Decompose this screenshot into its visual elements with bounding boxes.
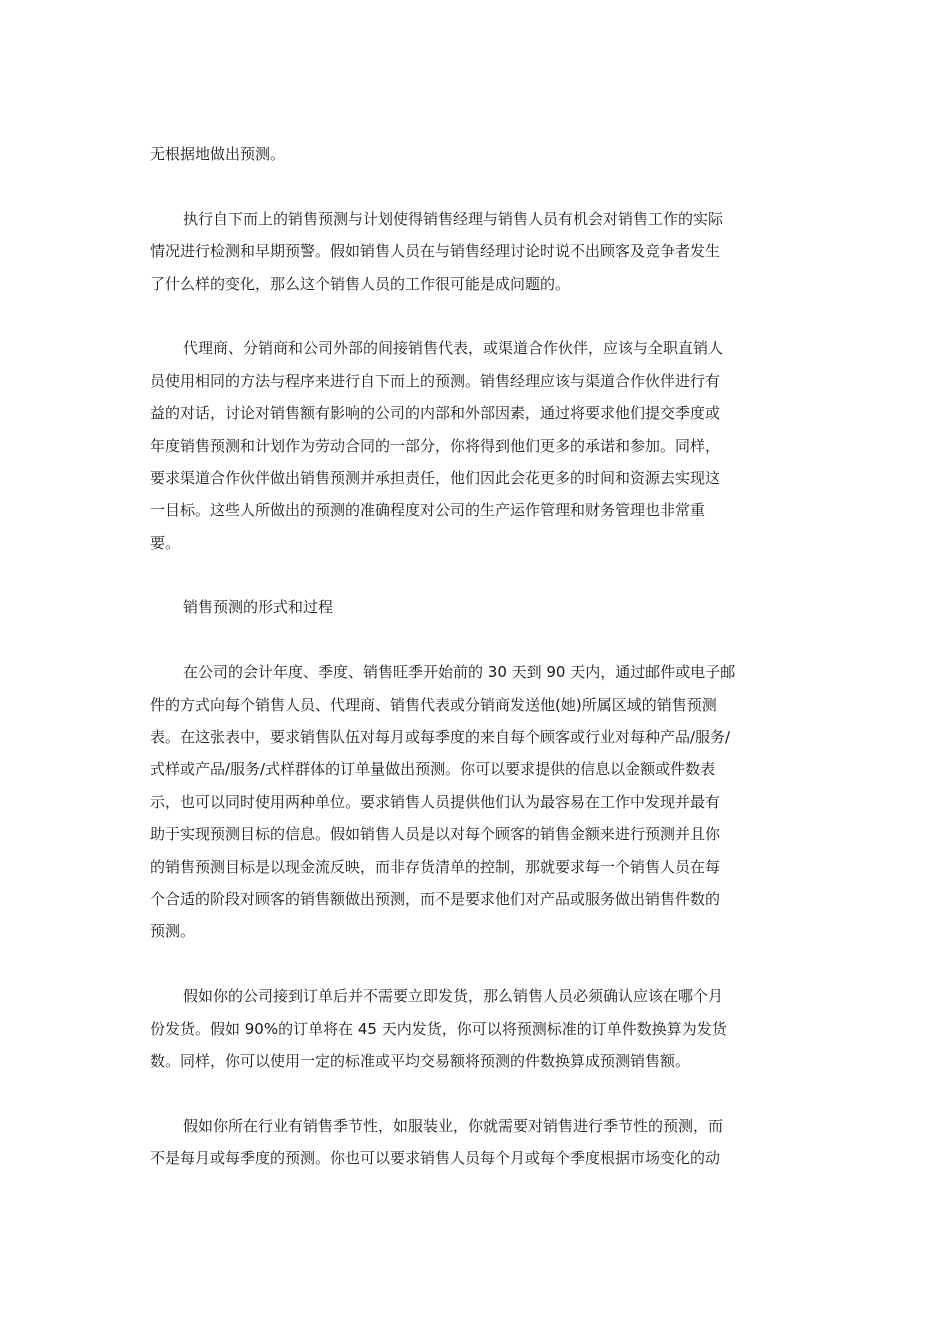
paragraph-line: 年度销售预测和计划作为劳动合同的一部分，你将得到他们更多的承诺和参加。同样， — [150, 436, 721, 455]
paragraph-spacer — [150, 170, 800, 202]
paragraph-line: 预测。 — [150, 922, 196, 941]
paragraph-line: 一目标。这些人所做出的预测的准确程度对公司的生产运作管理和财务管理也非常重 — [150, 501, 706, 520]
paragraph-line: 要求渠道合作伙伴做出销售预测并承担责任，他们因此会花更多的时间和资源去实现这 — [150, 468, 721, 487]
paragraph-line: 的销售预测目标是以现金流反映，而非存货清单的控制，那就要求每一个销售人员在每 — [150, 857, 721, 876]
paragraph-5 — [150, 980, 800, 1077]
paragraph-line: 件的方式向每个销售人员、代理商、销售代表或分销商发送他(她)所属区域的销售预测 — [150, 695, 717, 714]
paragraph-spacer — [150, 948, 800, 980]
section-heading-text: 销售预测的形式和过程 — [183, 598, 334, 617]
paragraph-line: 式样或产品/服务/式样群体的订单量做出预测。你可以要求提供的信息以金额或件数表 — [150, 760, 716, 779]
paragraph-line: 份发货。假如 90%的订单将在 45 天内发货，你可以将预测标准的订单件数换算为发货 — [150, 1019, 727, 1038]
paragraph-3 — [150, 332, 800, 559]
paragraph-1 — [150, 138, 800, 170]
paragraph-line: 不是每月或每季度的预测。你也可以要求销售人员每个月或每个季度根据市场变化的动 — [150, 1149, 721, 1168]
paragraph-line: 员使用相同的方法与程序来进行自下而上的预测。销售经理应该与渠道合作伙伴进行有 — [150, 371, 721, 390]
paragraph-spacer — [150, 559, 800, 591]
paragraph-4 — [150, 656, 800, 948]
paragraph-line: 要。 — [150, 533, 181, 552]
paragraph-line: 益的对话，讨论对销售额有影响的公司的内部和外部因素，通过将要求他们提交季度或 — [150, 404, 721, 423]
paragraph-line: 个合适的阶段对顾客的销售额做出预测，而不是要求他们对产品或服务做出销售件数的 — [150, 889, 721, 908]
paragraph-2 — [150, 203, 800, 300]
paragraph-6 — [150, 1110, 800, 1175]
paragraph-line: 在公司的会计年度、季度、销售旺季开始前的 30 天到 90 天内，通过邮件或电子邮 — [183, 663, 736, 682]
paragraph-spacer — [150, 300, 800, 332]
paragraph-line: 助于实现预测目标的信息。假如销售人员是以对每个顾客的销售金额来进行预测并且你 — [150, 825, 721, 844]
paragraph-line: 了什么样的变化，那么这个销售人员的工作很可能是成问题的。 — [150, 274, 571, 293]
section-heading — [150, 591, 800, 623]
paragraph-line: 示，也可以同时使用两种单位。要求销售人员提供他们认为最容易在工作中发现并最有 — [150, 792, 721, 811]
paragraph-line: 数。同样，你可以使用一定的标准或平均交易额将预测的件数换算成预测销售额。 — [150, 1051, 691, 1070]
document-page — [150, 138, 800, 1175]
paragraph-line: 表。在这张表中，要求销售队伍对每月或每季度的来自每个顾客或行业对每种产品/服务/ — [150, 728, 731, 747]
paragraph-line: 情况进行检测和早期预警。假如销售人员在与销售经理讨论时说不出顾客及竞争者发生 — [150, 242, 721, 261]
paragraph-line: 无根据地做出预测。 — [150, 145, 286, 163]
paragraph-line: 假如你的公司接到订单后并不需要立即发货，那么销售人员必须确认应该在哪个月 — [183, 987, 724, 1006]
paragraph-spacer — [150, 624, 800, 656]
paragraph-spacer — [150, 1077, 800, 1109]
paragraph-line: 代理商、分销商和公司外部的间接销售代表，或渠道合作伙伴，应该与全职直销人 — [183, 339, 724, 358]
paragraph-line: 假如你所在行业有销售季节性，如服装业，你就需要对销售进行季节性的预测，而 — [183, 1116, 724, 1135]
paragraph-line: 执行自下而上的销售预测与计划使得销售经理与销售人员有机会对销售工作的实际 — [183, 209, 724, 228]
